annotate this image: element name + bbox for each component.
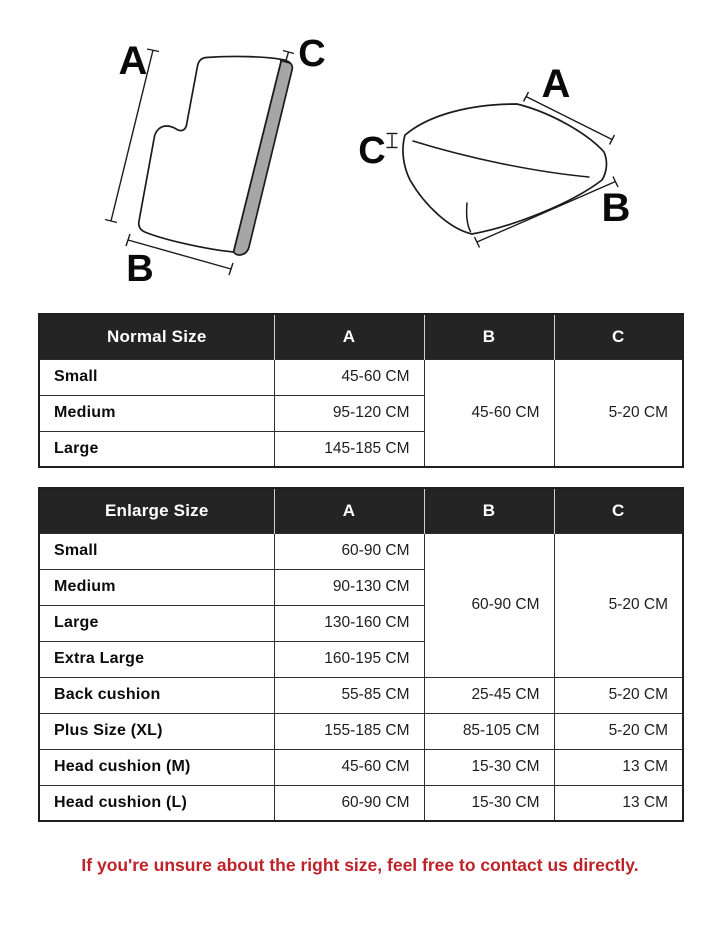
table-row [39,533,683,569]
table-title: Normal Size [39,314,274,359]
dimension-b-cell: 25-45 CM [424,677,554,713]
size-name-cell: Small [39,359,274,395]
size-name-cell: Plus Size (XL) [39,713,274,749]
dimension-a-cell: 45-60 CM [274,749,424,785]
dimension-b-cell: 15-30 CM [424,749,554,785]
dimension-a-cell: 45-60 CM [274,359,424,395]
normal-size-table [38,313,684,468]
table-row [39,677,683,713]
dimension-a-cell: 90-130 CM [274,569,424,605]
back-cushion-diagram [105,33,326,290]
column-header-a: A [274,488,424,533]
column-header-c: C [554,314,683,359]
dimension-c-line [387,134,398,148]
dimension-a-cell: 130-160 CM [274,605,424,641]
dimension-b-cell: 15-30 CM [424,785,554,821]
dimension-c-label: C [358,130,386,172]
size-name-cell: Extra Large [39,641,274,677]
dimension-a-label: A [541,62,571,106]
column-header-b: B [424,488,554,533]
dimension-c-merged-cell: 5-20 CM [554,533,683,677]
dimension-a-cell: 155-185 CM [274,713,424,749]
size-name-cell: Large [39,605,274,641]
seat-cushion-shape [403,104,607,234]
contact-note: If you're unsure about the right size, feel free to contact us directly. [81,855,639,875]
dimension-b-merged-cell: 45-60 CM [424,359,554,467]
table-row [39,785,683,821]
column-header-b: B [424,314,554,359]
size-name-cell: Head cushion (L) [39,785,274,821]
dimension-a-cell: 95-120 CM [274,395,424,431]
dimension-a-cell: 145-185 CM [274,431,424,467]
enlarge-size-table [38,487,684,822]
dimension-c-cell: 13 CM [554,785,683,821]
size-name-cell: Medium [39,395,274,431]
cushion-dimension-diagrams [0,0,720,300]
size-name-cell: Small [39,533,274,569]
dimension-b-merged-cell: 60-90 CM [424,533,554,677]
column-header-c: C [554,488,683,533]
table-header-row [39,488,683,533]
dimension-a-cell: 160-195 CM [274,641,424,677]
size-name-cell: Medium [39,569,274,605]
column-header-a: A [274,314,424,359]
dimension-c-cell: 5-20 CM [554,713,683,749]
dimension-a-cell: 60-90 CM [274,533,424,569]
table-row [39,713,683,749]
diagram-section [0,0,720,300]
dimension-c-cell: 5-20 CM [554,677,683,713]
table-row [39,359,683,395]
table-row [39,749,683,785]
dimension-c-merged-cell: 5-20 CM [554,359,683,467]
size-name-cell: Large [39,431,274,467]
dimension-b-label: B [126,248,154,290]
dimension-a-cell: 60-90 CM [274,785,424,821]
dimension-c-label: C [298,33,326,75]
dimension-c-cell: 13 CM [554,749,683,785]
table-header-row [39,314,683,359]
dimension-a-label: A [118,39,148,83]
dimension-b-label: B [601,186,631,230]
size-name-cell: Back cushion [39,677,274,713]
seat-cushion-diagram [358,62,630,248]
dimension-b-cell: 85-105 CM [424,713,554,749]
size-name-cell: Head cushion (M) [39,749,274,785]
dimension-a-cell: 55-85 CM [274,677,424,713]
table-title: Enlarge Size [39,488,274,533]
